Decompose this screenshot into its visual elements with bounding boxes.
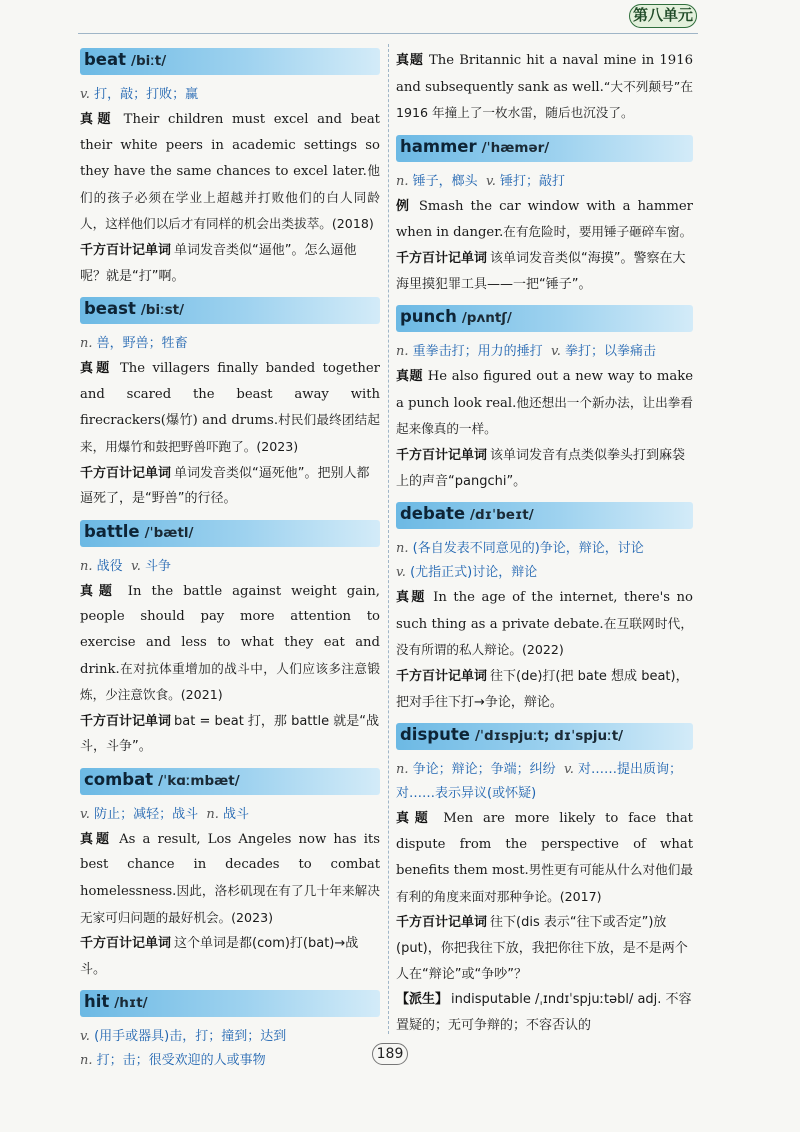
exam-en: In the battle against weight gain, people should pay more attention to exercise and less to what they eat and drink. — [80, 583, 380, 677]
exam-sentence — [80, 579, 380, 709]
memory-tag: 千方百计记单词 — [396, 915, 488, 931]
column-divider — [388, 44, 389, 1034]
pos: v. — [80, 1029, 90, 1045]
phonetic: /biːst/ — [140, 302, 185, 319]
pos: v. — [396, 565, 406, 581]
sense-text: 打，敲；打败；赢 — [94, 87, 199, 102]
pos: v. — [130, 558, 141, 574]
headword: hit — [84, 992, 110, 1012]
exam-tag: 真题 — [80, 361, 113, 377]
sense-text: 拳打；以拳痛击 — [565, 344, 657, 360]
exam-en: As a result, Los Angeles now has its best chance in decades to combat homelessness. — [80, 831, 380, 900]
headword-bar — [396, 723, 693, 750]
sense-text: 重拳击打；用力的捶打 — [412, 344, 543, 360]
entry-combat — [80, 768, 380, 983]
memory-tag: 千方百计记单词 — [396, 250, 488, 266]
exam-sentence — [396, 585, 693, 664]
headword-bar — [80, 768, 380, 795]
pos: v. — [550, 344, 561, 360]
entry-hit-continued — [396, 48, 693, 127]
exam-en: Their children must excel and beat their white peers in academic settings so they have the same chances to excel later. — [80, 112, 380, 180]
sense-text: 锤打；敲打 — [500, 173, 566, 189]
exam-tag: 真题 — [396, 811, 434, 827]
sense-text: (尤指正式)讨论，辩论 — [410, 565, 538, 581]
sense-text: (用手或器具)击，打；撞到；达到 — [94, 1029, 287, 1045]
exam-sentence — [80, 107, 380, 238]
pos: n. — [206, 806, 219, 822]
sense-line — [396, 340, 693, 364]
pos: n. — [80, 558, 93, 574]
memory-tag: 千方百计记单词 — [80, 713, 172, 729]
exam-tag: 真题 — [80, 831, 112, 847]
memory-tip — [396, 664, 693, 715]
pos: v. — [80, 87, 90, 102]
memory-text: 该单词发音有点类似拳头打到麻袋上的声音“pangchi”。 — [396, 447, 686, 489]
top-rule — [78, 33, 698, 34]
sense-line — [80, 555, 380, 579]
headword-bar — [396, 135, 693, 162]
headword-bar — [396, 305, 693, 332]
sense-line — [80, 1025, 380, 1049]
phonetic: /ˈkɑːmbæt/ — [158, 772, 240, 789]
example-cn: 在有危险时，要用锤子砸碎车窗。 — [503, 224, 693, 240]
sense-text: 兽，野兽；牲畜 — [96, 336, 188, 352]
headword: hammer — [400, 136, 477, 156]
memory-tip — [80, 461, 380, 512]
headword: debate — [400, 504, 466, 524]
entry-punch — [396, 305, 693, 494]
memory-tag: 千方百计记单词 — [396, 668, 488, 684]
exam-cn: 他们的孩子必须在学业上超越并打败他们的白人同龄人，这样他们以后才有同样的机会出类拔萃。(2018) — [80, 163, 380, 232]
pos: n. — [396, 344, 409, 360]
phonetic: /pʌntʃ/ — [461, 310, 512, 327]
memory-text: 单词发音类似“逼死他”。把别人都逼死了，是“野兽”的行径。 — [80, 465, 370, 507]
memory-tag: 千方百计记单词 — [80, 936, 172, 952]
entry-dispute — [396, 723, 693, 1038]
sense-text: 争论；辩论；争端；纠纷 — [412, 762, 556, 778]
memory-tag: 千方百计记单词 — [80, 465, 172, 481]
exam-tag: 真题 — [396, 53, 424, 68]
exam-cn: 他还想出一个新办法，让出拳看起来像真的一样。 — [396, 394, 693, 437]
exam-en: Men are more likely to face that dispute from the perspective of what benefits them most. — [396, 811, 693, 879]
pos: n. — [80, 336, 93, 352]
memory-text: 单词发音类似“逼他”。怎么逼他呢？就是“打”啊。 — [80, 242, 357, 284]
sense-line — [80, 803, 380, 827]
headword: beat — [84, 50, 127, 69]
exam-cn: 在对抗体重增加的战斗中，人们应该多注意锻炼，少注意饮食。(2021) — [80, 660, 380, 703]
exam-en: The Britannic hit a naval mine in 1916 and subsequently sank as well. — [396, 53, 693, 95]
headword: combat — [84, 769, 154, 789]
exam-sentence — [396, 806, 693, 910]
sense-line — [80, 1049, 380, 1073]
entry-beat — [80, 48, 380, 289]
memory-tip — [80, 709, 380, 760]
exam-cn: 村民们最终团结起来，用爆竹和鼓把野兽吓跑了。(2023) — [80, 412, 381, 454]
pos: v. — [80, 806, 90, 822]
memory-tip — [80, 238, 380, 289]
entry-battle — [80, 520, 380, 760]
right-column — [396, 48, 693, 1046]
memory-text: bat = beat 打，那 battle 就是“战斗，斗争”。 — [80, 713, 379, 755]
exam-cn: “大不列颠号”在 1916 年撞上了一枚水雷，随后也沉没了。 — [396, 78, 693, 121]
entry-hammer — [396, 135, 693, 297]
exam-en: The villagers finally banded together and scared the beast away with firecrackers(爆竹) and drums. — [80, 361, 380, 429]
derived-tag: 【派生】 — [396, 992, 449, 1008]
pos: n. — [396, 762, 409, 778]
sense-line — [396, 561, 693, 585]
sense-text: (各自发表不同意见的)争论，辩论，讨论 — [412, 541, 644, 557]
memory-text: 该单词发音类似“海摸”。警察在大海里摸犯罪工具——一把“锤子”。 — [396, 250, 686, 292]
example-en: Smash the car window with a hammer when in danger. — [396, 198, 693, 241]
headword-bar — [80, 520, 380, 547]
sense-text: 对……提出质询；对……表示异议(或怀疑) — [396, 762, 683, 802]
memory-tip — [396, 443, 693, 494]
pos: v. — [563, 762, 574, 778]
sense-text: 防止；减轻；战斗 — [94, 806, 199, 822]
memory-text: 往下(dis 表示“往下或否定”)放(put)，你把我往下放，我把你往下放，是不是两个人在“辩论”或“争吵”？ — [396, 915, 688, 982]
entry-beast — [80, 297, 380, 512]
sense-line — [80, 83, 380, 107]
memory-tag: 千方百计记单词 — [80, 242, 172, 258]
sense-text: 战役 — [96, 558, 123, 574]
exam-sentence — [396, 48, 693, 127]
phonetic: /ˈbætl/ — [144, 524, 194, 541]
memory-text: 往下(de)打(把 bate 想成 beat)，把对手往下打→争论，辩论。 — [396, 668, 689, 710]
phonetic: /ˈhæmər/ — [481, 139, 550, 156]
memory-tip — [396, 246, 693, 297]
headword: battle — [84, 521, 140, 541]
headword-bar — [80, 48, 380, 75]
headword-bar — [396, 502, 693, 529]
sense-text: 斗争 — [145, 558, 172, 574]
pos: n. — [396, 541, 409, 557]
exam-sentence — [396, 364, 693, 443]
phonetic: /dɪˈbeɪt/ — [470, 507, 534, 524]
phonetic: /biːt/ — [131, 53, 167, 69]
pos: v. — [485, 173, 496, 189]
headword-bar — [80, 990, 380, 1017]
exam-tag: 真题 — [396, 369, 424, 385]
exam-tag: 真题 — [80, 112, 115, 127]
exam-tag: 真题 — [396, 590, 427, 606]
entry-debate — [396, 502, 693, 715]
headword-bar — [80, 297, 380, 324]
memory-text: 这个单词是都(com)打(bat)→战斗。 — [80, 936, 359, 977]
phonetic: /ˈdɪspjuːt; dɪˈspjuːt/ — [474, 728, 624, 745]
exam-en: He also figured out a new way to make a punch look real. — [396, 369, 693, 411]
sense-text: 打；击；很受欢迎的人或事物 — [96, 1053, 266, 1069]
exam-tag: 真题 — [80, 583, 118, 599]
exam-sentence — [80, 827, 380, 931]
example-sentence — [396, 194, 693, 246]
derived-text: indisputable /ˌɪndɪˈspjuːtəbl/ adj. 不容置疑的；无可争辩的；不容否认的 — [396, 992, 692, 1033]
left-column — [80, 48, 380, 1081]
exam-cn: 在互联网时代，没有所谓的私人辩论。(2022) — [396, 615, 694, 658]
headword: dispute — [400, 725, 470, 745]
pos: n. — [396, 173, 409, 189]
sense-line — [396, 758, 693, 806]
sense-line — [80, 332, 380, 356]
exam-sentence — [80, 356, 380, 460]
exam-cn: 男性更有可能从什么对他们最有利的角度来面对那种争论。(2017) — [396, 862, 693, 904]
entry-hit — [80, 990, 380, 1073]
phonetic: /hɪt/ — [114, 995, 148, 1012]
sense-text: 锤子，榔头 — [412, 173, 478, 189]
memory-tip — [396, 910, 693, 987]
unit-badge: 第八单元 — [629, 4, 697, 28]
headword: punch — [400, 307, 457, 327]
sense-line — [396, 537, 693, 561]
headword: beast — [84, 299, 136, 319]
pos: n. — [80, 1053, 93, 1069]
memory-tag: 千方百计记单词 — [396, 447, 488, 463]
sense-line — [396, 170, 693, 194]
exam-cn: 因此，洛杉矶现在有了几十年来解决无家可归问题的最好机会。(2023) — [80, 883, 380, 925]
exam-en: In the age of the internet, there's no such thing as a private debate. — [396, 590, 693, 632]
sense-text: 战斗 — [223, 806, 250, 822]
example-tag: 例 — [396, 198, 412, 214]
page-number: 189 — [372, 1043, 408, 1065]
memory-tip — [80, 931, 380, 982]
derived-word — [396, 987, 693, 1038]
